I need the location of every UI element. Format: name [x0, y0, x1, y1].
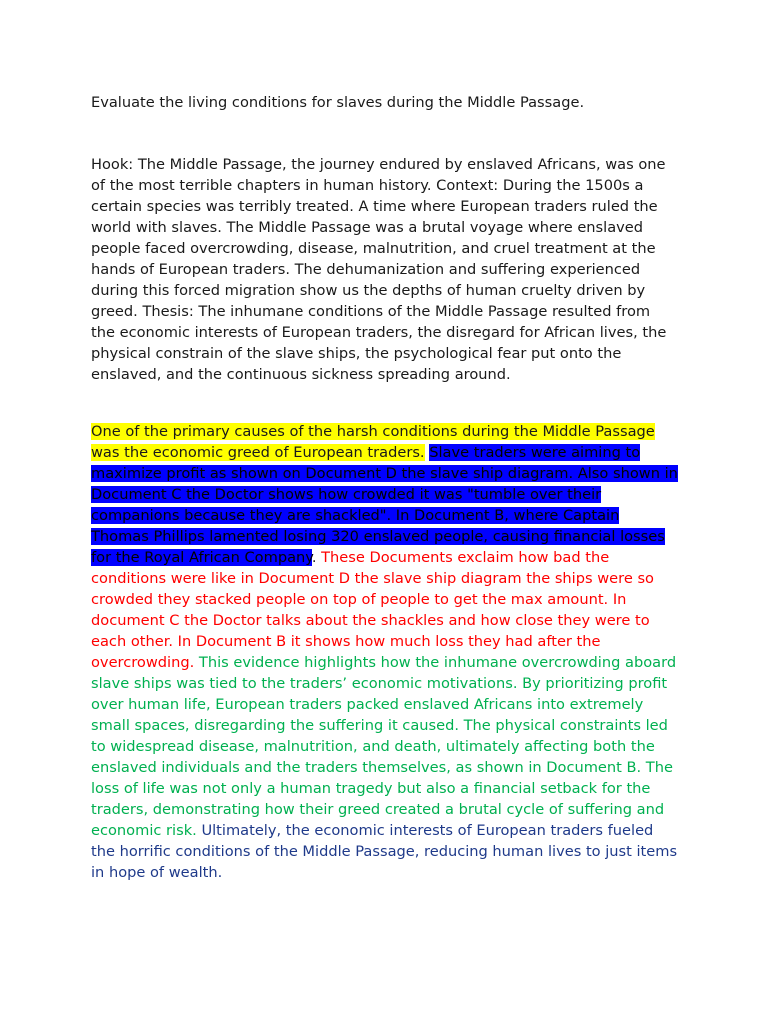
- explanation-text: These Documents exclaim how bad the conditions were like in Document D the slave ship diagram the ships were so crowded they stacked people on top of people to get the max amount. In document C the Doctor talks about the shackles and how close they were to each other. In Document B it shows how much loss they had after the overcrowding.: [91, 549, 654, 671]
- intro-paragraph: Hook: The Middle Passage, the journey endured by enslaved Africans, was one of the most terrible chapters in human history. Context: During the 1500s a certain species was terribly treated. A time where European traders ruled the world with slaves. The Middle Passage was a brutal voyage where enslaved people faced overcrowding, disease, malnutrition, and cruel treatment at the hands of European traders. The dehumanization and suffering experienced during this forced migration show us the depths of human cruelty driven by greed. Thesis: The inhumane conditions of the Middle Passage resulted from the economic interests of European traders, the disregard for African lives, the physical constrain of the slave ships, the psychological fear put onto the enslaved, and the continuous sickness spreading around.: [91, 156, 667, 383]
- essay-prompt: Evaluate the living conditions for slaves during the Middle Passage.: [91, 94, 585, 111]
- body-paragraph: [91, 421, 681, 883]
- evidence-text: Slave traders were aiming to maximize profit as shown on Document D the slave ship diagram. Also shown in Document C the Doctor shows how crowded it was "tumble over their companions because they are shackled". In Document B, where Captain Thomas Phillips lamented losing 320 enslaved people, causing financial losses for the Royal African Company: [91, 444, 678, 566]
- topic-sentence: One of the primary causes of the harsh conditions during the Middle Passage was the economic greed of European traders.: [91, 423, 655, 461]
- analysis-text: This evidence highlights how the inhumane overcrowding aboard slave ships was tied to the traders’ economic motivations. By prioritizing profit over human life, European traders packed enslaved Africans into extremely small spaces, disregarding the suffering it caused. The physical constraints led to widespread disease, malnutrition, and death, ultimately affecting both the enslaved individuals and the traders themselves, as shown in Document B. The loss of life was not only a human tragedy but also a financial setback for the traders, demonstrating how their greed created a brutal cycle of suffering and economic risk.: [91, 654, 677, 839]
- conclusion-text: Ultimately, the economic interests of European traders fueled the horrific conditions of the Middle Passage, reducing human lives to just items in hope of wealth.: [91, 822, 678, 881]
- evidence-period: .: [311, 549, 317, 566]
